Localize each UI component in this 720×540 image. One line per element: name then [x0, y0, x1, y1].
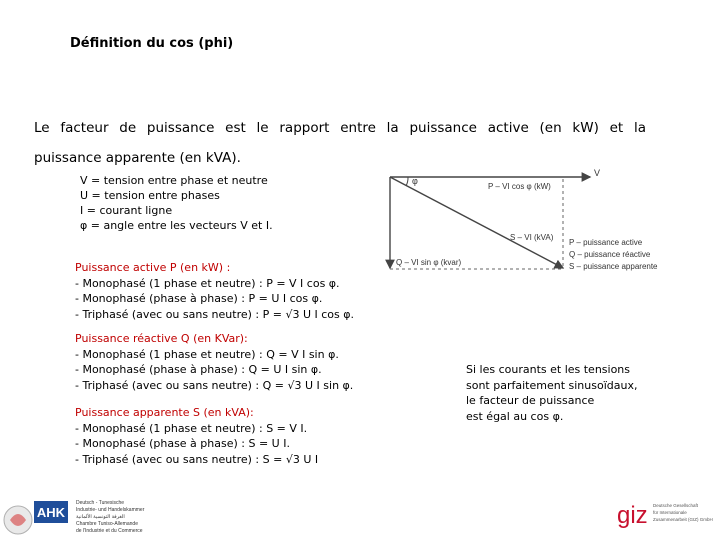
note-line: est égal au cos φ. — [466, 409, 564, 423]
apparent-power-block — [75, 405, 318, 467]
apparent-power-row: - Monophasé (1 phase et neutre) : S = V I. — [75, 421, 308, 435]
ahk-line: Deutsch - Tunesische — [76, 500, 125, 506]
v-label: V — [594, 168, 601, 178]
apparent-power-row: - Triphasé (avec ou sans neutre) : S = √3 U I — [75, 452, 319, 466]
apparent-power-row: - Monophasé (phase à phase) : S = U I. — [75, 437, 290, 450]
reactive-power-heading: Puissance réactive Q (en KVar): — [75, 332, 248, 345]
note-line: Si les courants et les tensions — [466, 363, 631, 376]
p-label: P – VI cos φ (kW) — [488, 182, 551, 191]
definitions-list — [80, 173, 273, 233]
s-label: S – VI (kVA) — [510, 233, 554, 242]
definition-u: U = tension entre phases — [80, 189, 220, 202]
note-line: sont parfaitement sinusoïdaux, — [466, 378, 638, 392]
definition-v: V = tension entre phase et neutre — [80, 174, 268, 187]
definition-i: I = courant ligne — [80, 204, 173, 217]
active-power-row: - Monophasé (phase à phase) : P = U I cos φ. — [75, 292, 323, 305]
note-line: le facteur de puissance — [466, 394, 595, 407]
ahk-line: الغرفة التونسية الألمانية — [76, 514, 125, 520]
active-power-row: - Triphasé (avec ou sans neutre) : P = √3 U I cos φ. — [75, 307, 355, 321]
giz-line: für Internationale — [653, 510, 687, 515]
ahk-line: Chambre Tuniso-Allemande — [76, 521, 138, 527]
legend-p: P – puissance active — [569, 238, 643, 247]
power-triangle-diagram — [380, 165, 710, 280]
giz-line: Zusammenarbeit (GIZ) GmbH — [653, 517, 713, 522]
phi-label: φ — [412, 176, 418, 186]
reactive-power-block — [75, 331, 353, 393]
reactive-power-row: - Monophasé (phase à phase) : Q = U I sin φ. — [75, 363, 322, 376]
active-power-row: - Monophasé (1 phase et neutre) : P = V I cos φ. — [75, 276, 340, 290]
active-power-block — [75, 260, 354, 322]
intro-paragraph — [34, 113, 646, 173]
reactive-power-row: - Monophasé (1 phase et neutre) : Q = V I sin φ. — [75, 347, 339, 361]
intro-line-2: puissance apparente (en kVA). — [34, 150, 241, 166]
giz-line: Deutsche Gesellschaft — [653, 503, 699, 508]
active-power-heading: Puissance active P (en kW) : — [75, 261, 231, 274]
giz-wordmark: giz — [617, 502, 648, 529]
intro-line-1: Le facteur de puissance est le rapport entre la puissance active (en kW) et la — [34, 120, 646, 136]
sinusoidal-note — [466, 362, 637, 424]
definition-phi: φ = angle entre les vecteurs V et I. — [80, 219, 273, 232]
legend-q: Q – puissance réactive — [569, 250, 651, 259]
apparent-power-heading: Puissance apparente S (en kVA): — [75, 406, 254, 419]
phi-angle-arc — [406, 177, 408, 186]
reactive-power-row: - Triphasé (avec ou sans neutre) : Q = √3 U I sin φ. — [75, 378, 354, 392]
ahk-line: de l'Industrie et du Commerce — [76, 528, 143, 534]
ahk-line: Industrie- und Handelskammer — [76, 507, 145, 513]
ahk-logo — [0, 495, 160, 540]
slide-title: Définition du cos (phi) — [70, 36, 234, 51]
giz-logo — [615, 498, 715, 530]
ahk-badge-text: AHK — [36, 505, 66, 520]
q-label: Q – VI sin φ (kvar) — [396, 258, 462, 267]
legend-s: S – puissance apparente — [569, 262, 658, 271]
